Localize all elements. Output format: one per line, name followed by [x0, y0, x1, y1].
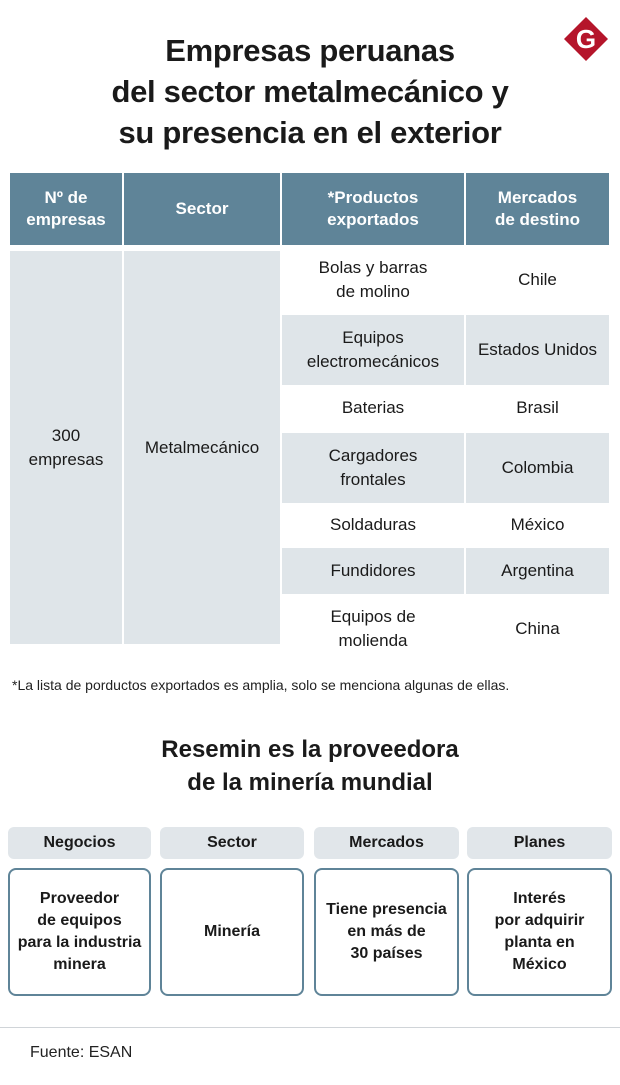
logo-letter: G [575, 24, 597, 54]
card-label-negocios: Negocios [8, 827, 151, 859]
product-cell-7: Equipos de molienda [330, 607, 416, 650]
market-cell-4: Colombia [466, 433, 609, 503]
card-planes: Interés por adquirir planta en México [467, 868, 612, 996]
product-cell-4: Cargadores frontales [282, 433, 464, 503]
header-companies: Nº de empresas [10, 173, 122, 245]
market-cell-6: Argentina [466, 548, 609, 594]
card-negocios: Proveedor de equipos para la industria minera [8, 868, 151, 996]
card-label-mercados: Mercados [314, 827, 459, 859]
section-subtitle: Resemin es la proveedora de la minería mundial [161, 736, 459, 796]
product-cell-2: Equipos electromecánicos [282, 315, 464, 385]
product-cell-6: Fundidores [282, 548, 464, 594]
card-label-planes: Planes [467, 827, 612, 859]
title-line-2: del sector metalmecánico y [111, 74, 509, 109]
product-cell-1: Bolas y barras de molino [318, 258, 428, 301]
companies-cell: 300 empresas [10, 251, 122, 644]
brand-logo-icon [562, 15, 610, 63]
market-cell-7: China [515, 619, 560, 638]
card-sector: Minería [160, 868, 304, 996]
title-line-3: su presencia en el exterior [118, 115, 502, 150]
title-line-1: Empresas peruanas [165, 33, 455, 68]
market-cell-2: Estados Unidos [466, 315, 609, 385]
card-label-sector: Sector [160, 827, 304, 859]
divider [0, 1027, 620, 1028]
header-sector: Sector [124, 173, 280, 245]
header-markets: Mercados de destino [466, 173, 609, 245]
market-cell-5: México [510, 515, 565, 534]
card-mercados: Tiene presencia en más de 30 países [314, 868, 459, 996]
source-credit: Fuente: ESAN [30, 1044, 133, 1061]
market-cell-3: Brasil [516, 398, 559, 417]
product-cell-3: Baterias [341, 398, 405, 417]
header-products: *Productos exportados [282, 173, 464, 245]
sector-cell: Metalmecánico [124, 251, 280, 644]
table-header [10, 173, 609, 245]
product-cell-5: Soldaduras [329, 515, 416, 534]
market-cell-1: Chile [518, 270, 557, 289]
footnote: *La lista de porductos exportados es amplia, solo se menciona algunas de ellas. [12, 677, 510, 693]
page-title [40, 30, 580, 153]
